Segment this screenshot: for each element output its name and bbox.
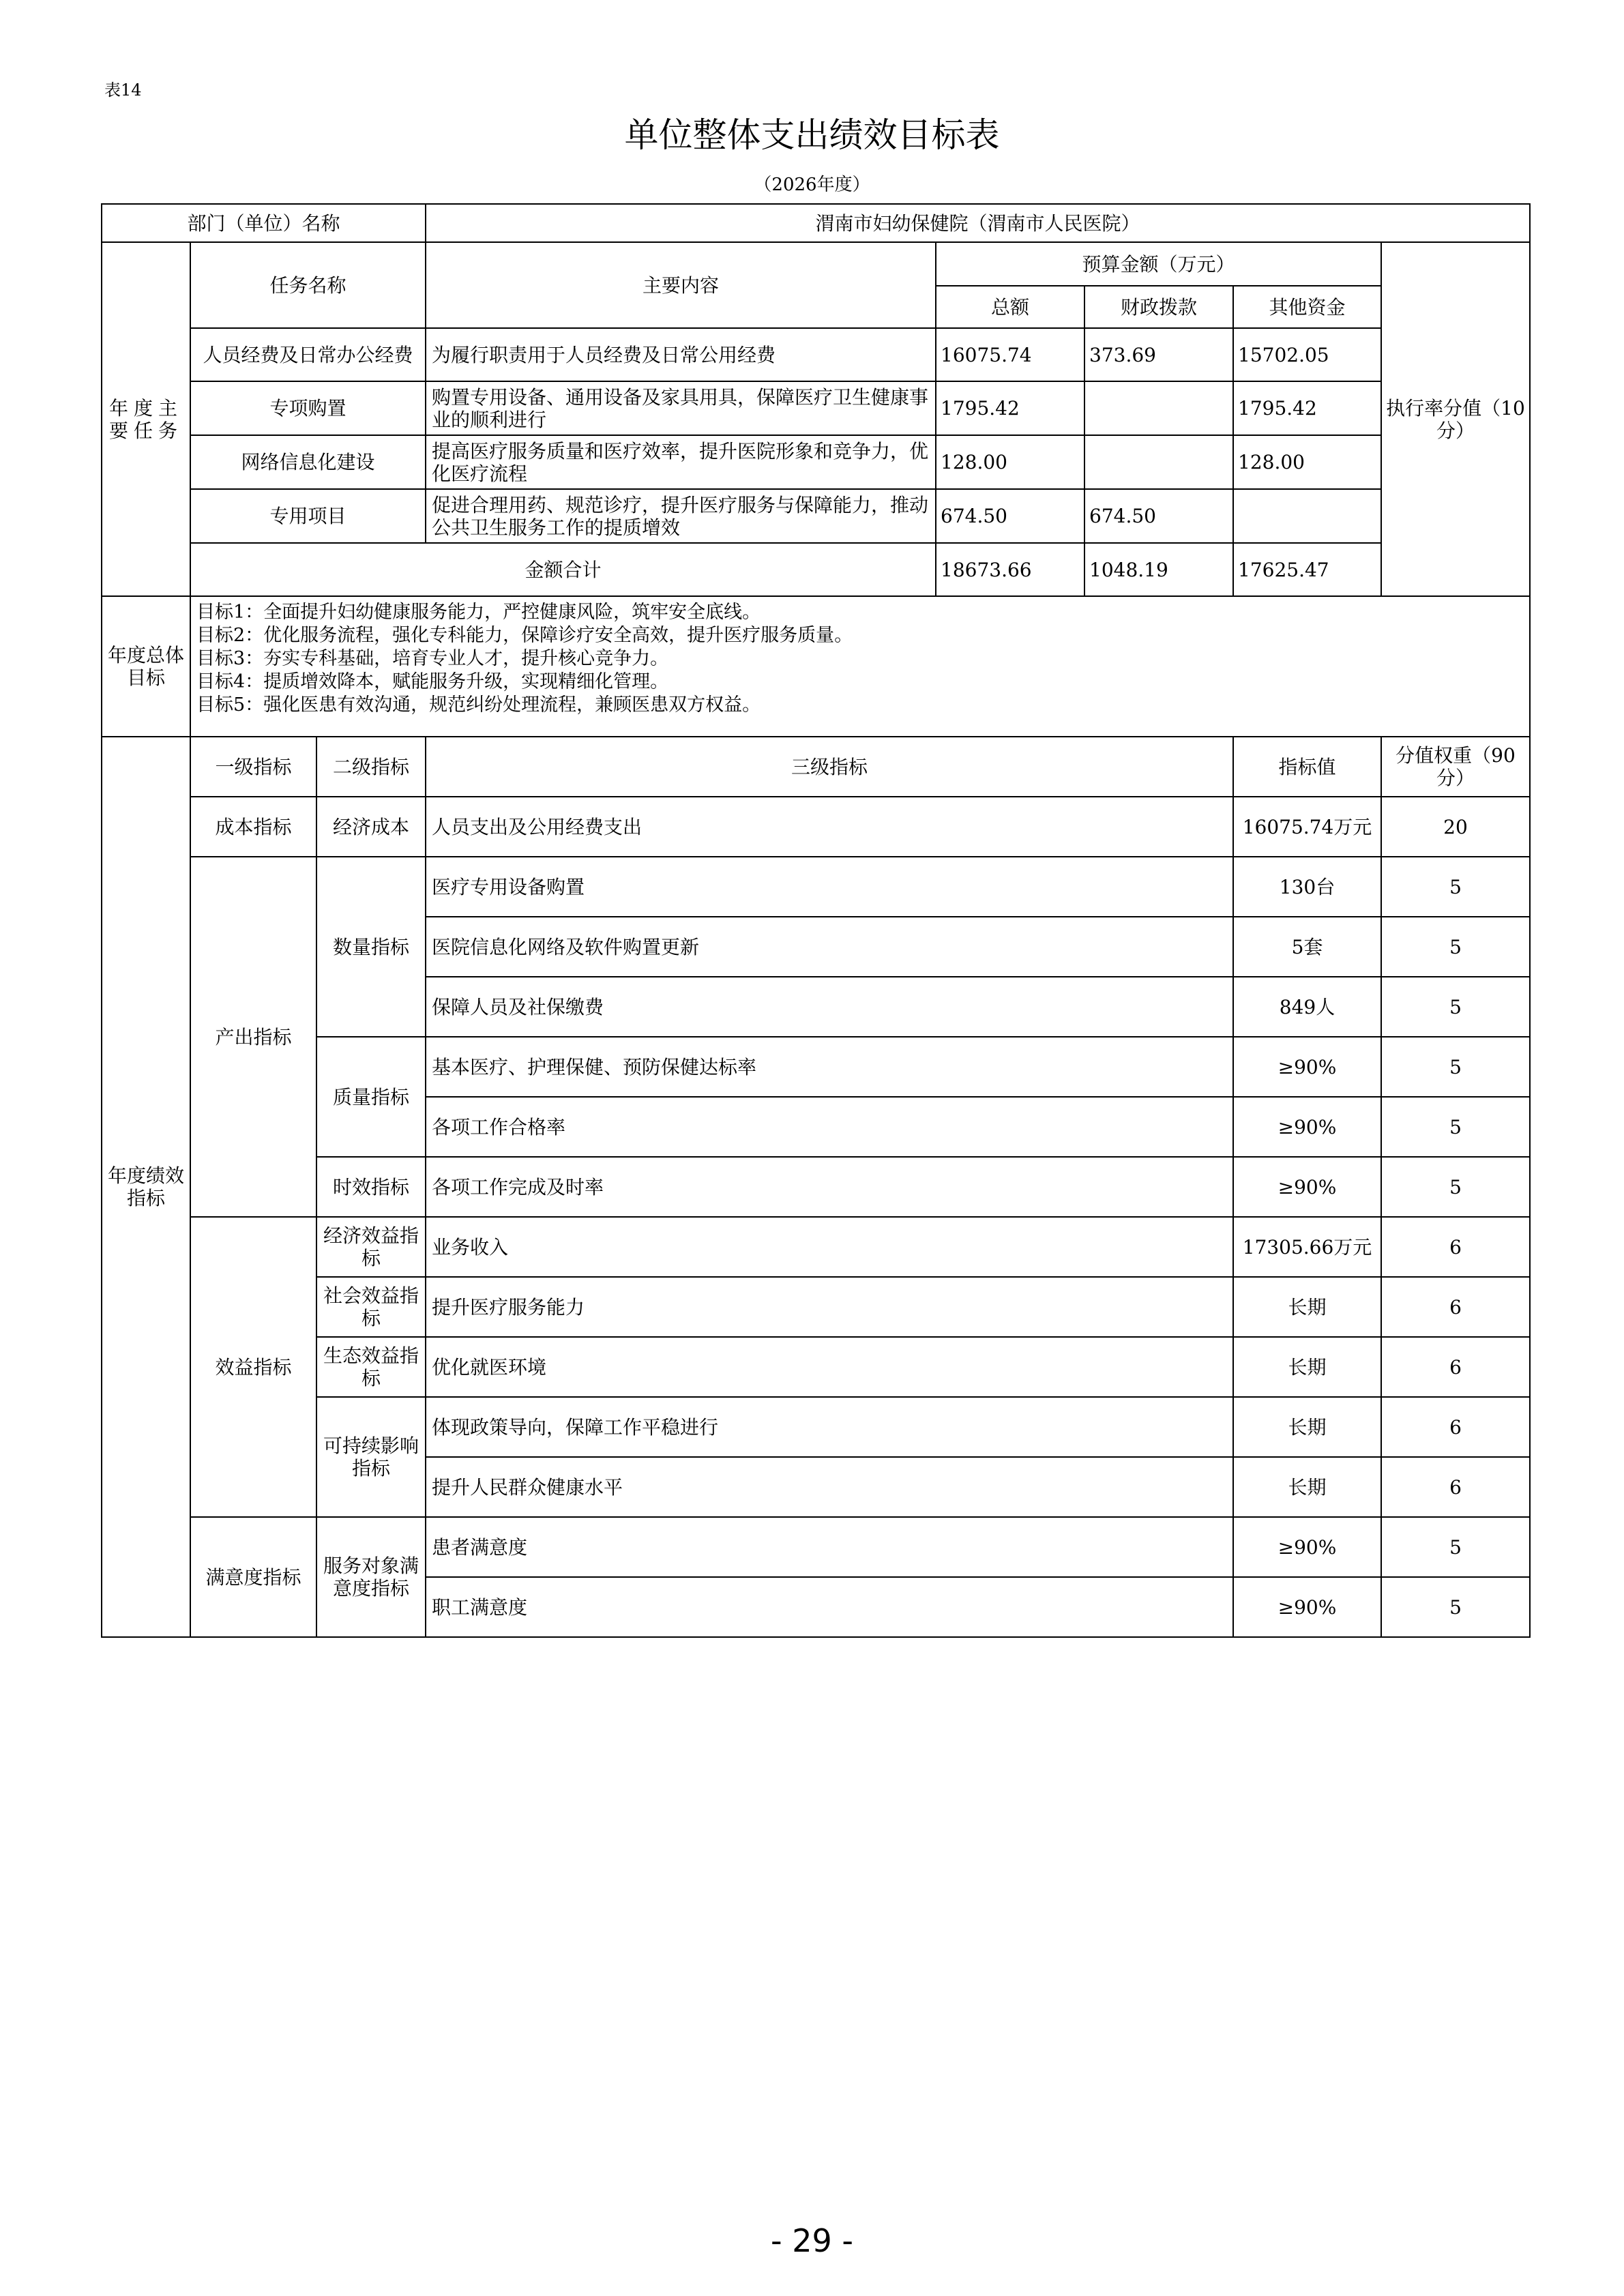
l2-quality: 质量指标 xyxy=(316,1037,426,1157)
task-name-header: 任务名称 xyxy=(190,242,426,328)
l3-indicator: 基本医疗、护理保健、预防保健达标率 xyxy=(426,1037,1233,1097)
task-fiscal xyxy=(1084,435,1233,489)
goals-section-label: 年度总体目标 xyxy=(102,596,190,737)
indicator-value: 130台 xyxy=(1233,857,1381,917)
task-name: 专项购置 xyxy=(190,381,426,435)
task-name: 专用项目 xyxy=(190,489,426,543)
task-fiscal: 674.50 xyxy=(1084,489,1233,543)
task-name: 网络信息化建设 xyxy=(190,435,426,489)
task-content: 购置专用设备、通用设备及家具用具，保障医疗卫生健康事业的顺利进行 xyxy=(426,381,936,435)
sum-fiscal: 1048.19 xyxy=(1084,543,1233,596)
task-fiscal xyxy=(1084,381,1233,435)
l3-indicator: 人员支出及公用经费支出 xyxy=(426,797,1233,857)
indicator-value: 17305.66万元 xyxy=(1233,1217,1381,1277)
l2-eco-benefit: 生态效益指标 xyxy=(316,1337,426,1397)
goal-item: 目标5：强化医患有效沟通，规范纠纷处理流程，兼顾医患双方权益。 xyxy=(196,694,761,716)
l3-indicator: 职工满意度 xyxy=(426,1577,1233,1637)
indicator-value: 16075.74万元 xyxy=(1233,797,1381,857)
indicator-value: 长期 xyxy=(1233,1337,1381,1397)
l2-timeliness: 时效指标 xyxy=(316,1157,426,1217)
l3-indicator: 各项工作合格率 xyxy=(426,1097,1233,1157)
indicator-weight: 5 xyxy=(1381,917,1530,977)
l3-indicator: 提升人民群众健康水平 xyxy=(426,1457,1233,1517)
page-number: - 29 - xyxy=(771,2222,853,2259)
task-total: 128.00 xyxy=(936,435,1084,489)
indicator-value: 5套 xyxy=(1233,917,1381,977)
indicator-weight: 5 xyxy=(1381,1097,1530,1157)
indicator-weight: 6 xyxy=(1381,1217,1530,1277)
l2-quantity: 数量指标 xyxy=(316,857,426,1037)
l2-economic-cost: 经济成本 xyxy=(316,797,426,857)
l3-indicator: 业务收入 xyxy=(426,1217,1233,1277)
table-label: 表14 xyxy=(104,80,142,100)
l2-sustainable: 可持续影响指标 xyxy=(316,1397,426,1517)
other-header: 其他资金 xyxy=(1233,286,1381,328)
indicator-weight: 20 xyxy=(1381,797,1530,857)
tasks-section-label: 年度主要任务 xyxy=(102,242,190,596)
indicator-value: ≥90% xyxy=(1233,1037,1381,1097)
indicator-value: 849人 xyxy=(1233,977,1381,1037)
l3-indicator: 各项工作完成及时率 xyxy=(426,1157,1233,1217)
goal-item: 目标3：夯实专科基础，培育专业人才，提升核心竞争力。 xyxy=(196,648,669,669)
indicator-weight: 6 xyxy=(1381,1277,1530,1337)
l1-satisfaction: 满意度指标 xyxy=(190,1517,316,1637)
l2-service-target: 服务对象满意度指标 xyxy=(316,1517,426,1637)
l1-cost: 成本指标 xyxy=(190,797,316,857)
indicator-value: ≥90% xyxy=(1233,1097,1381,1157)
task-content: 提高医疗服务质量和医疗效率，提升医院形象和竞争力，优化医疗流程 xyxy=(426,435,936,489)
l2-social-benefit: 社会效益指标 xyxy=(316,1277,426,1337)
budget-header: 预算金额（万元） xyxy=(936,242,1381,286)
indicator-weight: 6 xyxy=(1381,1457,1530,1517)
indicator-value: 长期 xyxy=(1233,1457,1381,1517)
indicator-weight: 5 xyxy=(1381,857,1530,917)
fiscal-header: 财政拨款 xyxy=(1084,286,1233,328)
indicator-weight: 6 xyxy=(1381,1397,1530,1457)
goal-item: 目标2：优化服务流程，强化专科能力，保障诊疗安全高效，提升医疗服务质量。 xyxy=(196,625,853,646)
l3-header: 三级指标 xyxy=(426,737,1233,797)
l3-indicator: 保障人员及社保缴费 xyxy=(426,977,1233,1037)
task-fiscal: 373.69 xyxy=(1084,328,1233,381)
l2-header: 二级指标 xyxy=(316,737,426,797)
sum-total: 18673.66 xyxy=(936,543,1084,596)
total-header: 总额 xyxy=(936,286,1084,328)
value-header: 指标值 xyxy=(1233,737,1381,797)
document-title: 单位整体支出绩效目标表 xyxy=(624,115,1000,155)
goal-item: 目标1：全面提升妇幼健康服务能力，严控健康风险，筑牢安全底线。 xyxy=(196,602,761,623)
sum-label: 金额合计 xyxy=(190,543,936,596)
indicator-weight: 5 xyxy=(1381,1157,1530,1217)
indicator-value: 长期 xyxy=(1233,1397,1381,1457)
task-other: 15702.05 xyxy=(1233,328,1381,381)
indicator-weight: 6 xyxy=(1381,1337,1530,1397)
task-total: 674.50 xyxy=(936,489,1084,543)
indicator-weight: 5 xyxy=(1381,1517,1530,1577)
task-other: 128.00 xyxy=(1233,435,1381,489)
task-total: 16075.74 xyxy=(936,328,1084,381)
indicator-weight: 5 xyxy=(1381,977,1530,1037)
main-content-header: 主要内容 xyxy=(426,242,936,328)
l2-economic-benefit: 经济效益指标 xyxy=(316,1217,426,1277)
l1-benefit: 效益指标 xyxy=(190,1217,316,1517)
department-label: 部门（单位）名称 xyxy=(102,204,426,242)
indicator-value: 长期 xyxy=(1233,1277,1381,1337)
l3-indicator: 提升医疗服务能力 xyxy=(426,1277,1233,1337)
task-content: 为履行职责用于人员经费及日常公用经费 xyxy=(426,328,936,381)
indicators-section-label: 年度绩效指标 xyxy=(102,737,190,1637)
l3-indicator: 优化就医环境 xyxy=(426,1337,1233,1397)
task-total: 1795.42 xyxy=(936,381,1084,435)
indicator-value: ≥90% xyxy=(1233,1157,1381,1217)
indicator-weight: 5 xyxy=(1381,1577,1530,1637)
indicator-value: ≥90% xyxy=(1233,1517,1381,1577)
exec-rate-cell: 执行率分值（10分） xyxy=(1381,242,1530,596)
l3-indicator: 医疗专用设备购置 xyxy=(426,857,1233,917)
indicator-value: ≥90% xyxy=(1233,1577,1381,1637)
task-other: 1795.42 xyxy=(1233,381,1381,435)
department-value: 渭南市妇幼保健院（渭南市人民医院） xyxy=(426,204,1530,242)
l3-indicator: 体现政策导向，保障工作平稳进行 xyxy=(426,1397,1233,1457)
l3-indicator: 医院信息化网络及软件购置更新 xyxy=(426,917,1233,977)
sum-other: 17625.47 xyxy=(1233,543,1381,596)
indicator-weight: 5 xyxy=(1381,1037,1530,1097)
l1-header: 一级指标 xyxy=(190,737,316,797)
task-content: 促进合理用药、规范诊疗，提升医疗服务与保障能力，推动公共卫生服务工作的提质增效 xyxy=(426,489,936,543)
l3-indicator: 患者满意度 xyxy=(426,1517,1233,1577)
task-other xyxy=(1233,489,1381,543)
year-label: （2026年度） xyxy=(754,175,870,195)
goals-list xyxy=(190,596,1530,737)
l1-output: 产出指标 xyxy=(190,857,316,1217)
performance-target-table xyxy=(101,203,1531,1638)
task-name: 人员经费及日常办公经费 xyxy=(190,328,426,381)
weight-header: 分值权重（90分） xyxy=(1381,737,1530,797)
goal-item: 目标4：提质增效降本，赋能服务升级，实现精细化管理。 xyxy=(196,671,669,692)
